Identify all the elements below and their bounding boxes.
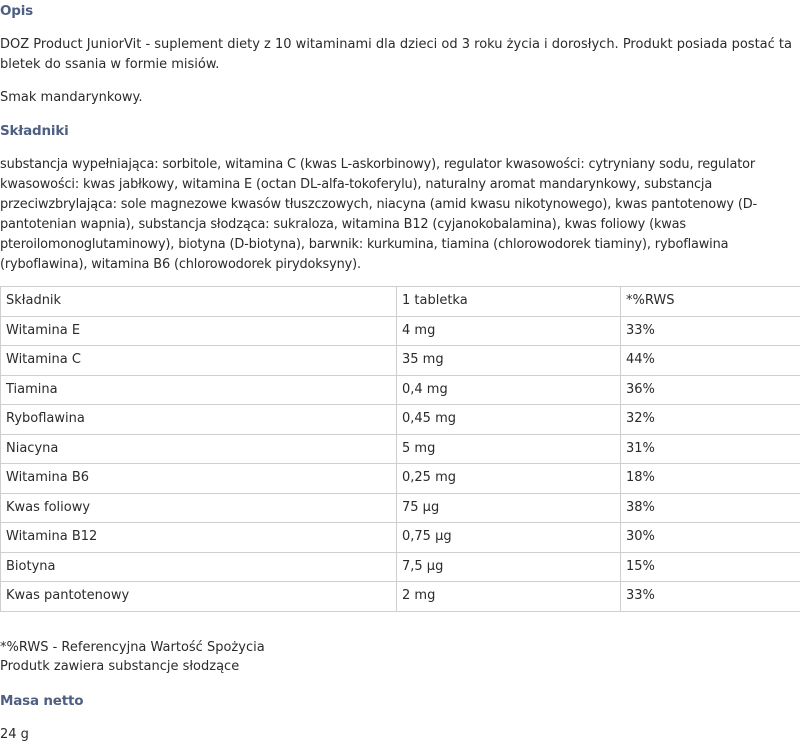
- row-name: Niacyna: [1, 434, 397, 464]
- row-rws: 15%: [621, 552, 800, 582]
- flavor-text: Smak mandarynkowy.: [0, 90, 143, 105]
- table-row: [1, 316, 800, 346]
- rws-note: *%RWS - Referencyjna Wartość Spożycia: [0, 640, 265, 655]
- row-name: Witamina B12: [1, 523, 397, 553]
- skladniki-heading: Składniki: [0, 123, 69, 139]
- row-amount: 0,25 mg: [397, 464, 621, 494]
- header-skladnik: Składnik: [1, 287, 397, 317]
- row-rws: 38%: [621, 493, 800, 523]
- row-amount: 35 mg: [397, 346, 621, 376]
- row-amount: 5 mg: [397, 434, 621, 464]
- header-tabletka: 1 tabletka: [397, 287, 621, 317]
- row-amount: 7,5 µg: [397, 552, 621, 582]
- row-name: Witamina B6: [1, 464, 397, 494]
- row-rws: 36%: [621, 375, 800, 405]
- row-name: Ryboflawina: [1, 405, 397, 435]
- row-rws: 33%: [621, 582, 800, 612]
- table-header-row: [1, 287, 800, 317]
- row-rws: 31%: [621, 434, 800, 464]
- table-row: [1, 375, 800, 405]
- row-name: Kwas foliowy: [1, 493, 397, 523]
- row-amount: 75 µg: [397, 493, 621, 523]
- row-rws: 32%: [621, 405, 800, 435]
- row-rws: 18%: [621, 464, 800, 494]
- row-name: Witamina C: [1, 346, 397, 376]
- row-amount: 0,75 µg: [397, 523, 621, 553]
- sweetener-note: Produtk zawiera substancje słodzące: [0, 659, 240, 674]
- opis-heading: Opis: [0, 3, 34, 19]
- nutrition-table: [0, 286, 800, 612]
- masa-netto-heading: Masa netto: [0, 693, 84, 709]
- row-amount: 4 mg: [397, 316, 621, 346]
- row-amount: 0,4 mg: [397, 375, 621, 405]
- row-rws: 33%: [621, 316, 800, 346]
- table-row: [1, 405, 800, 435]
- table-row: [1, 552, 800, 582]
- product-description: DOZ Product JuniorVit - suplement diety z 10 witaminami dla dzieci od 3 roku życia i dorosłych. Produkt posiada postać tabletek do ssania w formie misiów.: [0, 37, 792, 72]
- row-rws: 30%: [621, 523, 800, 553]
- row-amount: 0,45 mg: [397, 405, 621, 435]
- row-rws: 44%: [621, 346, 800, 376]
- header-rws: *%RWS: [621, 287, 800, 317]
- row-name: Witamina E: [1, 316, 397, 346]
- table-row: [1, 346, 800, 376]
- table-row: [1, 523, 800, 553]
- table-row: [1, 434, 800, 464]
- table-row: [1, 582, 800, 612]
- row-name: Biotyna: [1, 552, 397, 582]
- net-weight-value: 24 g: [0, 727, 29, 742]
- table-row: [1, 464, 800, 494]
- table-row: [1, 493, 800, 523]
- row-name: Tiamina: [1, 375, 397, 405]
- row-amount: 2 mg: [397, 582, 621, 612]
- row-name: Kwas pantotenowy: [1, 582, 397, 612]
- ingredients-text: substancja wypełniająca: sorbitole, witamina C (kwas L-askorbinowy), regulator kwasowości: cytryniany sodu, regulator kwasowości: kwas jabłkowy, witamina E (octan DL-alfa-tokoferylu), naturalny aromat mandarynkowy, substancja przeciwzbrylająca: sole magnezowe kwasów tłuszczowych, niacyna (amid kwasu nikotynowego), kwas pantotenowy (D-pantotenian wapnia), substancja słodząca: sukraloza, witamina B12 (cyjanokobalamina), kwas foliowy (kwas pteroilomonoglutaminowy), biotyna (D-biotyna), barwnik: kurkumina, tiamina (chlorowodorek tiaminy), ryboflawina (ryboflawina), witamina B6 (chlorowodorek pirydoksyny).: [0, 157, 757, 272]
